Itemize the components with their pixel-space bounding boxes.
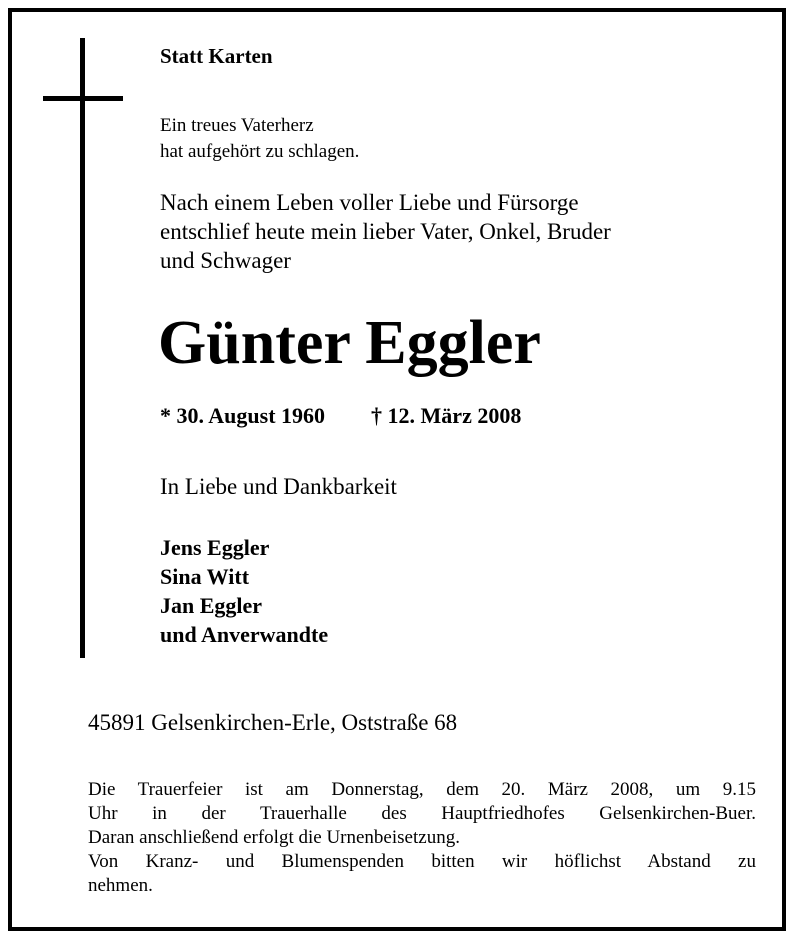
signer-name: Jens Eggler	[160, 535, 270, 560]
intro-text	[160, 113, 359, 165]
cross-symbol-vertical	[80, 38, 85, 658]
bio-line: entschlief heute mein lieber Vater, Onkel, Bruder	[160, 219, 611, 244]
bio-line: Nach einem Leben voller Liebe und Fürsorge	[160, 190, 579, 215]
life-dates	[160, 403, 521, 429]
signer-name: und Anverwandte	[160, 622, 329, 647]
ceremony-line: Von Kranz- und Blumenspenden bitten wir höflichst Abstand zu	[88, 851, 756, 872]
gratitude-line: In Liebe und Dankbarkeit	[160, 474, 397, 499]
ceremony-line: Uhr in der Trauerhalle des Hauptfriedhofes Gelsenkirchen-Buer.	[88, 803, 756, 824]
birth-date: * 30. August 1960	[160, 403, 326, 428]
death-date: † 12. März 2008	[371, 403, 522, 428]
ceremony-line: nehmen.	[88, 875, 153, 896]
intro-line: hat aufgehört zu schlagen.	[160, 141, 360, 162]
ceremony-line: Die Trauerfeier ist am Donnerstag, dem 20. März 2008, um 9.15	[88, 779, 756, 800]
signer-name: Sina Witt	[160, 564, 250, 589]
ceremony-line: Daran anschließend erfolgt die Urnenbeisetzung.	[88, 827, 460, 848]
ceremony-details	[88, 778, 756, 898]
signer-name: Jan Eggler	[160, 593, 263, 618]
cross-symbol-horizontal	[43, 96, 123, 101]
signers-list	[160, 533, 328, 649]
bio-text	[160, 188, 611, 275]
family-address: 45891 Gelsenkirchen-Erle, Oststraße 68	[88, 710, 458, 735]
heading: Statt Karten	[160, 44, 273, 68]
deceased-name: Günter Eggler	[158, 309, 541, 377]
intro-line: Ein treues Vaterherz	[160, 115, 314, 136]
bio-line: und Schwager	[160, 248, 291, 273]
